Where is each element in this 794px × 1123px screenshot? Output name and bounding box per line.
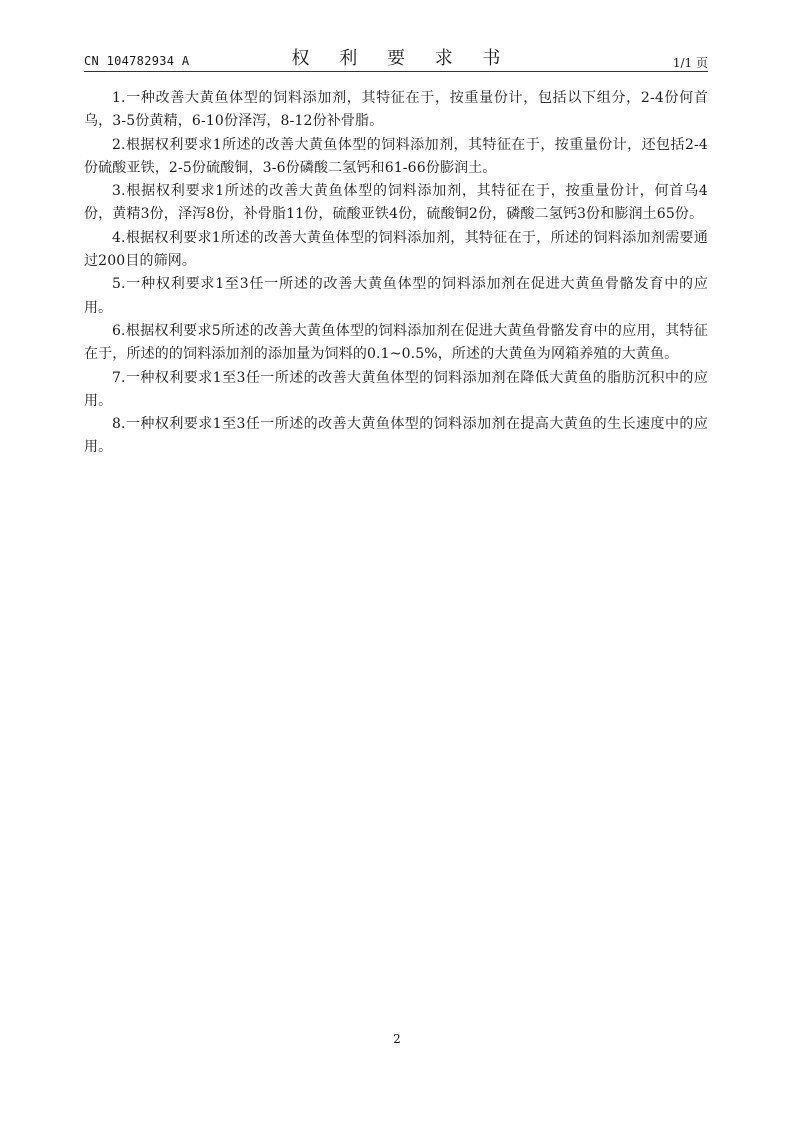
claim-3: 3.根据权利要求1所述的改善大黄鱼体型的饲料添加剂，其特征在于，按重量份计，何首乌4份，黄精3份，泽泻8份，补骨脂11份，硫酸亚铁4份，硫酸铜2份，磷酸二氢钙3份和膨润土65份。 xyxy=(84,183,708,223)
claim-1: 1.一种改善大黄鱼体型的饲料添加剂，其特征在于，按重量份计，包括以下组分，2-4份何首乌，3-5份黄精，6-10份泽泻，8-12份补骨脂。 xyxy=(84,90,708,130)
claims-section xyxy=(84,87,708,460)
claim-6: 6.根据权利要求5所述的改善大黄鱼体型的饲料添加剂在促进大黄鱼骨骼发育中的应用，其特征在于，所述的的饲料添加剂的添加量为饲料的0.1~0.5%，所述的大黄鱼为网箱养殖的大黄鱼。 xyxy=(84,322,708,363)
claim-4: 4.根据权利要求1所述的改善大黄鱼体型的饲料添加剂，其特征在于，所述的饲料添加剂需要通过200目的筛网。 xyxy=(84,229,708,270)
claim-2: 2.根据权利要求1所述的改善大黄鱼体型的饲料添加剂，其特征在于，按重量份计，还包括2-4份硫酸亚铁，2-5份硫酸铜，3-6份磷酸二氢钙和61-66份膨润土。 xyxy=(84,136,708,176)
header-divider xyxy=(84,71,708,72)
publication-number: CN 104782934 A xyxy=(84,54,190,68)
claim-5: 5.一种权利要求1至3任一所述的改善大黄鱼体型的饲料添加剂在促进大黄鱼骨骼发育中的应用。 xyxy=(84,276,708,316)
claim-8: 8.一种权利要求1至3任一所述的改善大黄鱼体型的饲料添加剂在提高大黄鱼的生长速度中的应用。 xyxy=(84,416,708,456)
page-header xyxy=(84,44,708,70)
document-title: 权 利 要 求 书 xyxy=(291,48,513,69)
page-label: 1/1 页 xyxy=(672,56,708,70)
page-number: 2 xyxy=(393,1032,401,1046)
claim-7: 7.一种权利要求1至3任一所述的改善大黄鱼体型的饲料添加剂在降低大黄鱼的脂肪沉积中的应用。 xyxy=(84,369,708,409)
